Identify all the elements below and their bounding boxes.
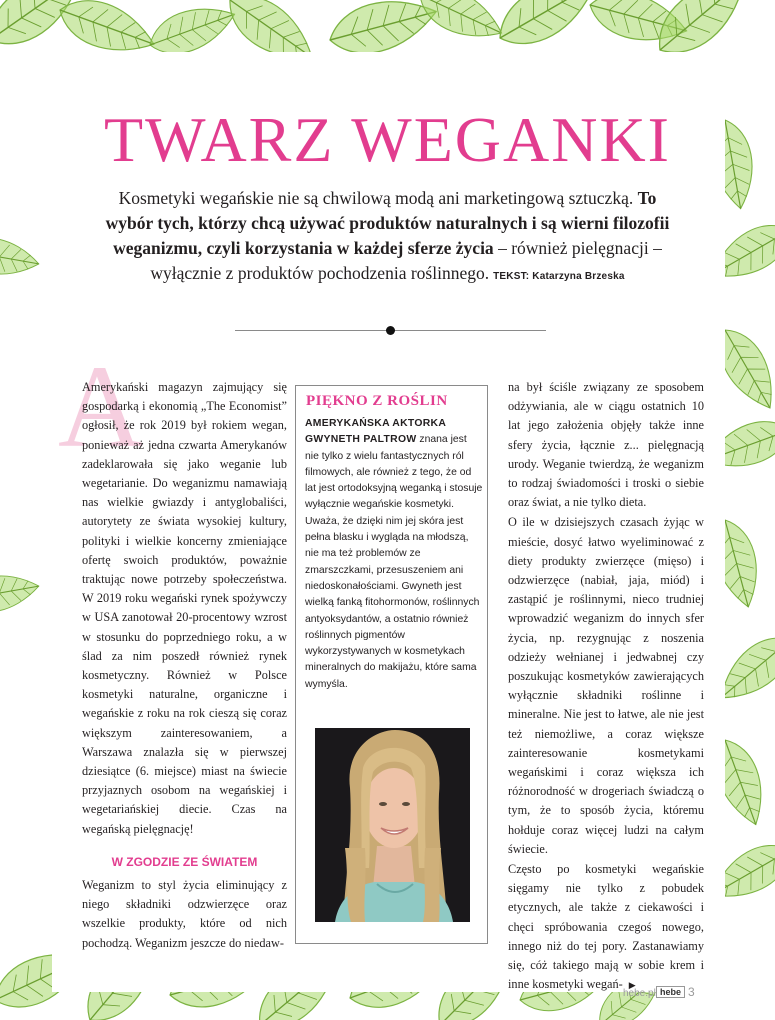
column-3 xyxy=(508,378,704,996)
body-paragraph: na był ściśle związany ze sposobem odżywiania, ale w ciągu ostatnich 10 lat jego założenia objęły także inne sfery życia, łącznie z... pielęgnacją urody. Weganie twierdzą, że weganizm to rodzaj świadomości i troski o siebie oraz świat, a nie tylko dieta. xyxy=(508,380,704,510)
sidebar-lead-in: AMERYKAŃSKA AKTORKA GWYNETH PALTROW xyxy=(305,418,446,446)
gwyneth-paltrow-photo xyxy=(315,728,470,922)
footer-site: hebe.pl xyxy=(623,988,656,999)
lead-text-end: – również pielęgnacji – wyłącznie z produktów pochodzenia roślinnego. xyxy=(150,238,662,283)
sidebar-box xyxy=(295,385,488,944)
sidebar-title: PIĘKNO Z ROŚLIN xyxy=(306,393,448,409)
body-paragraph: Amerykański magazyn zajmujący się gospodarką i ekonomią „The Economist” ogłosił, że rok 2019 był rokiem wegan, ponieważ aż jedna czwarta Amerykanów zadeklarowała się jako weganie lub wegetarianie. Do weganizmu namawiają nas wielkie gwiazdy i antyglobaliści, autorytety ze świata wysokiej kultury, polityki i wielkie koncerny zmieniające ofertę swoich produktów, poważnie traktując nowe potrzeby społeczeństwa. W 2019 roku wegański rynek spożywczy w USA zanotował 20-procentowy wzrost w stosunku do poprzedniego roku, a w ślad za nim poszedł również rynek kosmetyczny. Również w Polsce kosmetyki naturalne, organiczne i wegańskie z roku na rok cieszą się coraz większym zainteresowaniem, a Warszawa znalazła się w pierwszej dziesiątce (6. miejsce) miast na świecie przyjaznych osobom na wegańskiej i wegetariańskiej diecie. Czas na wegańską pielęgnację! xyxy=(82,380,287,836)
lead-bold-text: To wybór tych, którzy chcą używać produktów naturalnych i są wierni filozofii weganizmu, czyli korzystania w każdej sferze życia xyxy=(105,188,670,258)
section-subheading: W ZGODZIE ZE ŚWIATEM xyxy=(111,854,258,869)
article-title: TWARZ WEGANKI xyxy=(104,104,671,175)
divider-dot-icon xyxy=(386,326,395,335)
body-paragraph xyxy=(508,860,704,995)
page-number: 3 xyxy=(688,985,695,999)
body-paragraph: O ile w dzisiejszych czasach żyjąc w mieście, dosyć łatwo wyeliminować z diety produkty zwierzęce (mięso) i odzwierzęce (nabiał, jaja, miód) i zastąpić je roślinnymi, nieco trudniej wprowadzić weganizm do innych sfer życia, np. rezygnując z noszenia odzieży wełnianej i jedwabnej czy poszukując kosmetyków zawierających wyłącznie składniki roślinne i mineralne. Nie jest to łatwe, ale nie jest też niemożliwe, a coraz większe zainteresowanie kosmetykami wegańskimi i coraz większa ich różnorodność w drogeriach świadczą o tym, że to sposób życia, któremu hołduje coraz więcej ludzi na całym świecie. xyxy=(508,515,704,856)
column-1 xyxy=(82,378,287,953)
triangle-right-icon: ▶ xyxy=(628,980,636,991)
footer-logo: hebe xyxy=(656,986,685,998)
body-paragraph-text: Często po kosmetyki wegańskie sięgamy nie tylko z pobudek etycznych, ale także z ciekawości i chęci spróbowania czegoś nowego, innego niż do tej pory. Zastanawiamy się, cóż takiego mają w sobie krem i inne kosmetyki wegań- xyxy=(508,862,704,992)
drop-cap: A xyxy=(58,341,144,472)
body-paragraph: Weganizm to styl życia eliminujący z niego składniki odzwierzęce oraz wszelkie produkty, które od nich pochodzą. Weganizm jeszcze do niedaw- xyxy=(82,878,287,950)
sidebar-text xyxy=(305,416,483,693)
article-lead xyxy=(100,186,675,289)
author-credit: TEKST: Katarzyna Brzeska xyxy=(493,271,625,282)
lead-text: Kosmetyki wegańskie nie są chwilową modą ani marketingową sztuczką. xyxy=(118,188,638,208)
sidebar-body: znana jest nie tylko z wielu fantastycznych ról filmowych, ale również z tego, że od lat jest ortodoksyjną weganką i stosuje wyłącznie wegańskie kosmetyki. Uważa, że dzięki nim jej skóra jest pełna blasku i wygląda na młodszą, nie ma też problemów ze zmarszczkami, przesuszeniem ani niedoskonałościami. Gwyneth jest wielką fanką fitohormonów, roślinnych antyoksydantów, a ostatnio również roślinnych pigmentów wykorzystywanych w kosmetykach mineralnych do makijażu, które sama wymyśla. xyxy=(305,434,483,690)
